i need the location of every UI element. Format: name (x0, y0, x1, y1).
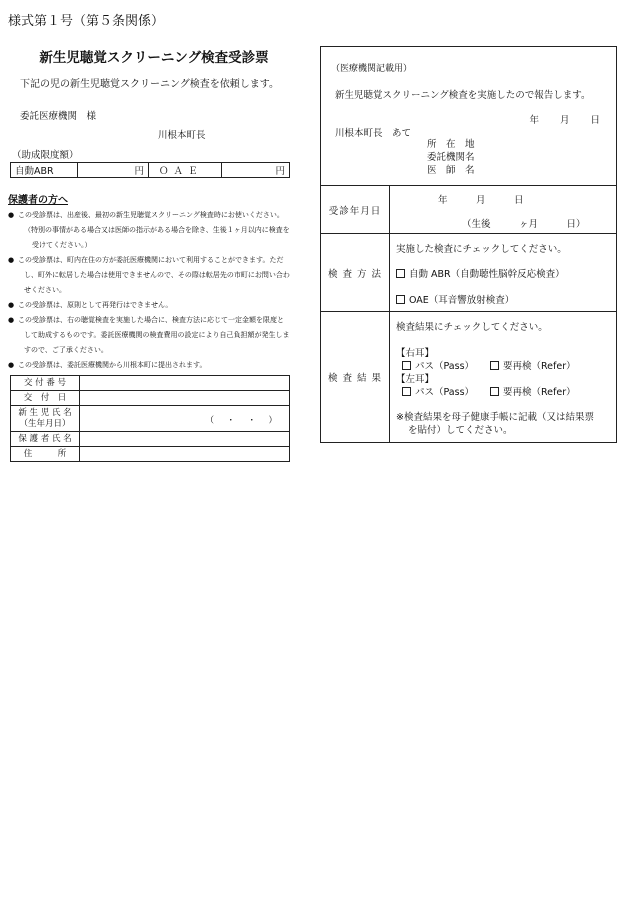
guardian-name-label: 保 護 者 氏 名 (11, 432, 80, 447)
report-text: 新生児聴覚スクリーニング検査を実施したので報告します。 (335, 90, 591, 101)
request-text: 下記の児の新生児聴覚スクリーニング検査を依頼します。 (20, 79, 279, 90)
note-4-line-2: して助成するものです。委託医療機関の検査費用の設定により自己負担額が発生しま (24, 331, 290, 339)
exam-result-row (321, 312, 616, 442)
note-1-line-1: この受診票は、出産後、最初の新生児聴覚スクリーニング検査時にお使いください。 (18, 211, 284, 219)
issue-date-label: 交 付 日 (11, 391, 80, 406)
newborn-name-label-text: 新 生 児 氏 名 (18, 407, 72, 418)
result-instruction: 検査結果にチェックしてください。 (396, 322, 548, 333)
result-footnote-line-2: を貼付）してください。 (408, 425, 513, 436)
bullet: ● (8, 301, 15, 309)
right-ear-refer-option[interactable] (490, 358, 576, 372)
exam-result-label: 検 査 結 果 (321, 312, 390, 442)
right-pass-checkbox[interactable] (402, 361, 411, 370)
method-oae-option[interactable] (396, 292, 514, 306)
birth-date-label: （生年月日） (19, 418, 71, 429)
bullet: ● (8, 316, 15, 324)
note-1-line-2: （特別の事情がある場合又は医師の指示がある場合を除き、生後１ヶ月以内に検査を (24, 226, 290, 234)
right-refer-checkbox[interactable] (490, 361, 499, 370)
note-4-line-1: この受診票は、右の聴覚検査を実施した場合に、検査方法に応じて一定金額を限度と (18, 316, 284, 324)
note-2 (8, 253, 290, 298)
mayor-address: 川根本町長 あて (335, 128, 412, 139)
left-pass-checkbox[interactable] (402, 387, 411, 396)
abr-amount[interactable]: 円 (78, 163, 149, 178)
abr-label: 自動ABR (11, 163, 78, 178)
subsidy-caption: （助成限度額） (12, 150, 79, 161)
abr-checkbox[interactable] (396, 269, 405, 278)
left-ear-label: 【左耳】 (396, 374, 435, 385)
note-3 (8, 298, 290, 313)
screening-voucher (8, 46, 290, 462)
bullet: ● (8, 361, 15, 369)
newborn-name-field[interactable] (80, 406, 290, 432)
subsidy-table (10, 162, 290, 178)
issuer: 川根本町長 (158, 130, 206, 141)
guardian-notes (8, 208, 290, 373)
guardian-heading: 保護者の方へ (8, 195, 68, 206)
medical-report-form (320, 46, 617, 443)
issue-number-field[interactable] (80, 376, 290, 391)
birth-date-placeholder: （ ・ ・ ） (205, 416, 279, 426)
bullet: ● (8, 211, 15, 219)
exam-date-row (321, 186, 616, 234)
right-refer-label: 要再検（Refer） (503, 361, 576, 372)
right-pass-label: パス（Pass） (415, 361, 475, 372)
method-abr-label: 自動 ABR（自動聴性脳幹反応検査） (409, 269, 565, 280)
doctor-name-label: 医 師 名 (427, 165, 475, 176)
note-2-line-1: この受診票は、町内在住の方が委託医療機関において利用することができます。ただ (18, 256, 284, 264)
institution-name-label: 委託機関名 (427, 152, 475, 163)
exam-result-options (390, 312, 616, 442)
left-pass-label: パス（Pass） (415, 387, 475, 398)
note-4-line-3: すので、ご了承ください。 (24, 346, 108, 354)
exam-method-label: 検 査 方 法 (321, 234, 390, 311)
address-label: 住 所 (11, 447, 80, 462)
location-label: 所 在 地 (427, 139, 475, 150)
age-value: （生後 ヶ月 日） (462, 219, 586, 230)
issue-date-field[interactable] (80, 391, 290, 406)
note-2-line-3: せください。 (24, 286, 66, 294)
left-refer-checkbox[interactable] (490, 387, 499, 396)
address-field[interactable] (80, 447, 290, 462)
left-refer-label: 要再検（Refer） (503, 387, 576, 398)
method-oae-label: OAE（耳音響放射検査） (409, 295, 515, 306)
method-instruction: 実施した検査にチェックしてください。 (396, 244, 567, 255)
note-2-line-2: し、町外に転居した場合は使用できませんので、その際は転居先の市町にお問い合わ (24, 271, 290, 279)
note-4 (8, 313, 290, 358)
voucher-title: 新生児聴覚スクリーニング検査受診票 (39, 50, 269, 66)
oae-label: ＯＡＥ (149, 163, 222, 178)
exam-date-value: 年 月 日 (438, 195, 524, 206)
exam-date-field[interactable] (390, 186, 616, 233)
right-ear-label: 【右耳】 (396, 348, 435, 359)
exam-method-row (321, 234, 616, 312)
note-5 (8, 358, 290, 373)
oae-amount[interactable]: 円 (222, 163, 290, 178)
report-date[interactable]: 年 月 日 (529, 115, 600, 126)
institution-info (427, 138, 475, 177)
left-ear-refer-option[interactable] (490, 384, 576, 398)
exam-method-options (390, 234, 616, 311)
note-1-line-3: 受けてください。） (32, 241, 92, 249)
left-ear-pass-option[interactable] (402, 384, 474, 398)
result-footnote-line-1: ※検査結果を母子健康手帳に記載（又は結果票 (396, 412, 594, 423)
bullet: ● (8, 256, 15, 264)
note-1 (8, 208, 290, 253)
form-number: 様式第１号（第５条関係） (8, 14, 165, 29)
report-header-section (321, 47, 616, 186)
right-ear-pass-option[interactable] (402, 358, 474, 372)
note-5-text: この受診票は、委託医療機関から川根本町に提出されます。 (18, 361, 207, 369)
newborn-name-label (11, 406, 80, 432)
medical-use-label: （医療機関記載用） (331, 64, 413, 74)
issue-number-label: 交 付 番 号 (11, 376, 80, 391)
issue-info-table (10, 375, 290, 462)
guardian-name-field[interactable] (80, 432, 290, 447)
method-abr-option[interactable] (396, 266, 565, 280)
addressee: 委託医療機関 様 (20, 111, 97, 122)
exam-date-label: 受診年月日 (321, 186, 390, 233)
oae-checkbox[interactable] (396, 295, 405, 304)
note-3-text: この受診票は、原則として再発行はできません。 (18, 301, 173, 309)
